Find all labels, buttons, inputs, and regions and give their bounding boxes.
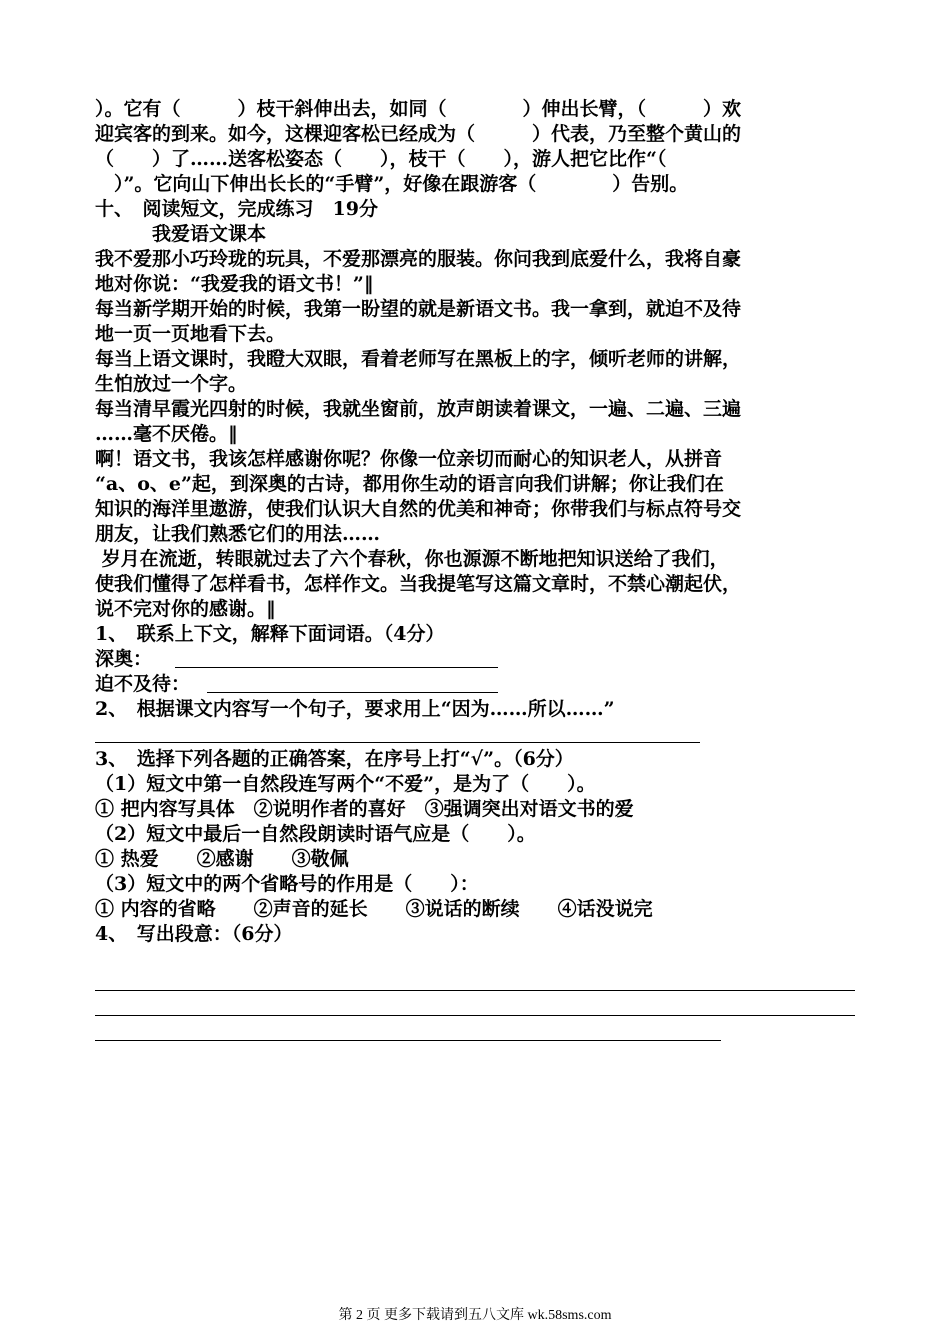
text-line: “a、o、e”起，到深奥的古诗，都用你生动的语言向我们讲解；你让我们在: [95, 473, 724, 495]
text-line: （1）短文中第一自然段连写两个“不爱”，是为了（ ）。: [95, 773, 596, 795]
text-line: 每当新学期开始的时候，我第一盼望的就是新语文书。我一拿到，就迫不及待: [95, 298, 742, 320]
text-line: 知识的海洋里遨游，使我们认识大自然的优美和神奇；你带我们与标点符号交: [95, 498, 742, 520]
text-line: 4、 写出段意：（6分）: [95, 923, 293, 945]
text-line: 深奥：: [95, 648, 153, 670]
text-line: ① 热爱 ②感谢 ③敬佩: [95, 848, 349, 870]
answer-line-shen-ao: [175, 667, 498, 668]
page-footer: 第 2 页 更多下载请到五八文库 wk.58sms.com: [338, 1308, 612, 1323]
text-line: 说不完对你的感谢。‖: [95, 598, 276, 620]
text-line: ① 内容的省略 ②声音的延长 ③说话的断续 ④话没说完: [95, 898, 653, 920]
text-line: ① 把内容写具体 ②说明作者的喜好 ③强调突出对语文书的爱: [95, 798, 634, 820]
text-line: （ ）了……送客松姿态（ ），枝干（ ），游人把它比作“（: [95, 148, 667, 170]
text-line: 2、 根据课文内容写一个句子，要求用上“因为……所以……”: [95, 698, 615, 720]
text-line: 3、 选择下列各题的正确答案，在序号上打“√”。（6分）: [95, 748, 574, 770]
text-line: 我爱语文课本: [95, 223, 267, 245]
answer-line-paragraph-2: [95, 1015, 855, 1016]
text-line: 1、 联系上下文，解释下面词语。（4分）: [95, 623, 445, 645]
text-line: 每当清早霞光四射的时候，我就坐窗前，放声朗读着课文，一遍、二遍、三遍: [95, 398, 742, 420]
answer-line-sentence: [95, 742, 700, 743]
text-line: 使我们懂得了怎样看书，怎样作文。当我提笔写这篇文章时，不禁心潮起伏，: [95, 573, 742, 595]
text-line: ……毫不厌倦。‖: [95, 423, 238, 445]
text-line: 啊！语文书，我该怎样感谢你呢？你像一位亲切而耐心的知识老人，从拼音: [95, 448, 723, 470]
text-line: 岁月在流逝，转眼就过去了六个春秋，你也源源不断地把知识送给了我们，: [95, 548, 729, 570]
text-line: 朋友，让我们熟悉它们的用法……: [95, 523, 381, 545]
text-line: 十、 阅读短文，完成练习 19分: [95, 198, 378, 220]
text-line: ）。它有（ ）枝干斜伸出去，如同（ ）伸出长臂，（ ）欢: [95, 98, 742, 120]
text-line: 我不爱那小巧玲珑的玩具，不爱那漂亮的服装。你问我到底爱什么，我将自豪: [95, 248, 742, 270]
text-line: 每当上语文课时，我瞪大双眼，看着老师写在黑板上的字，倾听老师的讲解，: [95, 348, 742, 370]
text-line: 生怕放过一个字。: [95, 373, 248, 395]
text-line: （2）短文中最后一自然段朗读时语气应是（ ）。: [95, 823, 536, 845]
text-line: 迎宾客的到来。如今，这棵迎客松已经成为（ ）代表，乃至整个黄山的: [95, 123, 742, 145]
answer-line-po-bu-ji-dai: [207, 692, 498, 693]
answer-line-paragraph-3: [95, 1040, 721, 1041]
text-line: 地一页一页地看下去。: [95, 323, 286, 345]
answer-line-paragraph-1: [95, 990, 855, 991]
text-line: 地对你说：“我爱我的语文书！”‖: [95, 273, 374, 295]
text-line: 迫不及待：: [95, 673, 191, 695]
text-line: （3）短文中的两个省略号的作用是（ ）：: [95, 873, 479, 895]
text-line: ）”。它向山下伸出长长的“手臂”，好像在跟游客（ ）告别。: [95, 173, 689, 195]
